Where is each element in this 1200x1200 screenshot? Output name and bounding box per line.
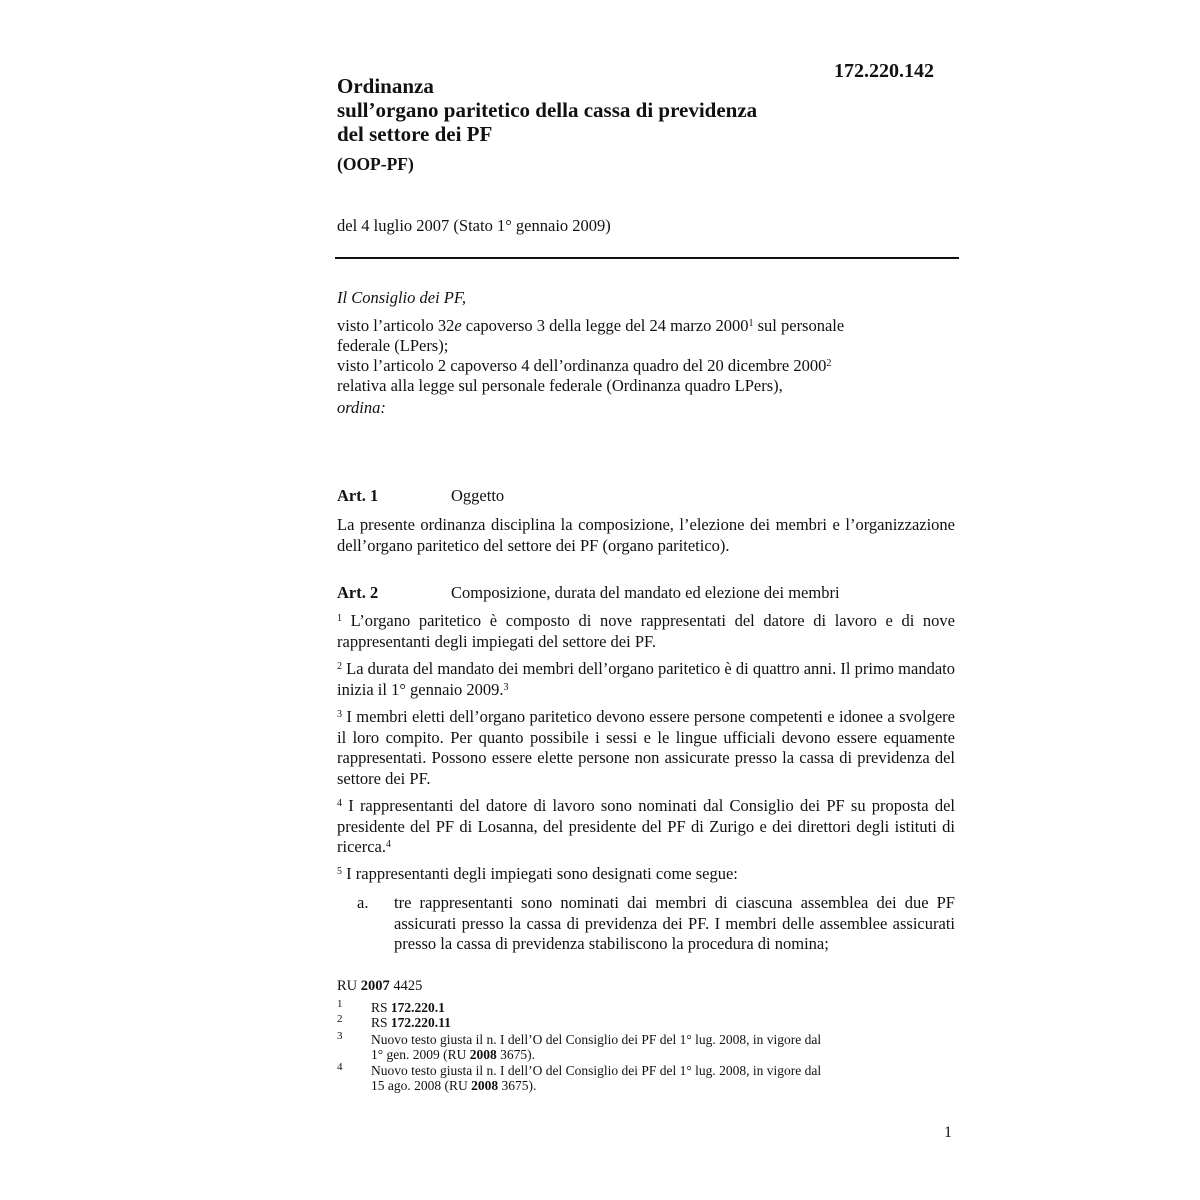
preamble — [337, 288, 957, 418]
article-2-number: Art. 2 — [337, 583, 379, 602]
paragraph-number: 5 — [337, 866, 342, 877]
footnote-text — [371, 1015, 937, 1030]
preamble-line-1 — [337, 316, 957, 336]
title-line-3: del settore dei PF — [337, 122, 493, 146]
footnote-ref-2[interactable]: 2 — [826, 358, 832, 369]
footnote-1 — [337, 1000, 937, 1015]
footnote-text — [371, 1063, 937, 1093]
footnote-3 — [337, 1032, 937, 1062]
title-line-1: Ordinanza — [337, 74, 434, 98]
article-2-paragraph-3 — [337, 707, 955, 789]
footnote-year: 2008 — [469, 1047, 497, 1062]
preamble-line-2: federale (LPers); — [337, 336, 449, 355]
header-divider — [335, 257, 959, 259]
footnote-line: Nuovo testo giusta il n. I dell’O del Consiglio dei PF del 1° lug. 2008, in vigore dal — [371, 1063, 822, 1078]
preamble-text: visto l’articolo 2 capoverso 4 dell’ordinanza quadro del 20 dicembre 2000 — [337, 356, 827, 375]
preamble-line-4: relativa alla legge sul personale federale (Ordinanza quadro LPers), — [337, 376, 783, 395]
preamble-line-3 — [337, 356, 957, 376]
footnote-ref-4[interactable]: 4 — [386, 839, 391, 850]
article-1-number: Art. 1 — [337, 486, 379, 505]
list-item-a — [357, 893, 955, 955]
paragraph-number: 2 — [337, 661, 342, 672]
footnote-line-text: 15 ago. 2008 (RU — [371, 1078, 472, 1093]
preamble-text: sul personale — [753, 316, 845, 335]
footnote-ref-link[interactable]: 172.220.1 — [390, 1000, 445, 1015]
footnote-text — [371, 1032, 937, 1062]
footnote-line-text: 1° gen. 2009 (RU — [371, 1047, 470, 1062]
paragraph-text: La durata del mandato dei membri dell’organo paritetico è di quattro anni. Il primo mandato inizia il 1° gennaio 2009. — [337, 659, 955, 699]
footnote-line — [371, 1078, 937, 1093]
page-number: 1 — [944, 1124, 952, 1141]
footnote-4 — [337, 1063, 937, 1093]
paragraph-text: I membri eletti dell’organo paritetico devono essere persone competenti e idonee a svolgere il loro compito. Per quanto possibile i sessi e le lingue ufficiali devono essere equamente rappresentati. Possono essere elette persone non assicurate presso la cassa di previdenza del settore dei PF. — [337, 707, 955, 788]
footnote-line-text: 3675). — [496, 1047, 536, 1062]
document-abbreviation: (OOP-PF) — [337, 154, 414, 174]
footnote-number: 2 — [337, 1013, 343, 1025]
footnote-number: 4 — [337, 1061, 343, 1073]
paragraph-number: 3 — [337, 709, 342, 720]
preamble-text-italic: e — [454, 316, 462, 335]
footnote-number: 3 — [337, 1030, 343, 1042]
footnote-text — [371, 1000, 937, 1015]
title-line-2: sull’organo paritetico della cassa di previdenza — [337, 98, 758, 122]
footnote-ref-link[interactable]: 172.220.11 — [390, 1015, 451, 1030]
article-1-title: Oggetto — [451, 486, 505, 505]
ru-year: 2007 — [360, 978, 390, 994]
list-item-label: a. — [357, 893, 369, 912]
footnote-line-text: 3675). — [498, 1078, 537, 1093]
preamble-text: visto l’articolo 32 — [337, 316, 455, 335]
document-date: del 4 luglio 2007 (Stato 1° gennaio 2009) — [337, 216, 611, 235]
article-2-heading — [337, 583, 840, 603]
paragraph-text: L’organo paritetico è composto di nove rappresentati del datore di lavoro e di nove rappresentanti degli impiegati del settore dei PF. — [337, 611, 955, 651]
footnote-prefix: RS — [371, 1000, 391, 1015]
paragraph-text: I rappresentanti degli impiegati sono designati come segue: — [342, 864, 738, 883]
document-title — [337, 74, 837, 146]
preamble-text: capoverso 3 della legge del 24 marzo 2000 — [461, 316, 749, 335]
article-1-heading — [337, 486, 504, 506]
article-2-title: Composizione, durata del mandato ed elezione dei membri — [451, 583, 840, 602]
sr-number: 172.220.142 — [834, 60, 934, 82]
footnote-line — [371, 1047, 937, 1062]
footnote-2 — [337, 1015, 937, 1030]
footnote-line: Nuovo testo giusta il n. I dell’O del Consiglio dei PF del 1° lug. 2008, in vigore dal — [371, 1032, 822, 1047]
article-2-paragraph-1 — [337, 611, 955, 652]
paragraph-number: 1 — [337, 613, 342, 624]
footnote-year: 2008 — [471, 1078, 499, 1093]
footnote-prefix: RS — [371, 1015, 391, 1030]
ru-reference — [337, 978, 422, 995]
paragraph-text: I rappresentanti del datore di lavoro sono nominati dal Consiglio dei PF su proposta del presidente del PF di Losanna, del presidente del PF di Zurigo e dei direttori degli istituti di ricerca. — [337, 796, 955, 856]
ru-prefix: RU — [337, 978, 361, 994]
footnote-ref-3[interactable]: 3 — [503, 681, 509, 693]
article-2-paragraph-5 — [337, 864, 955, 885]
footnote-ref-1[interactable]: 1 — [748, 318, 754, 329]
article-2-paragraph-2 — [337, 659, 955, 700]
article-2-paragraph-4 — [337, 796, 955, 858]
preamble-authority: Il Consiglio dei PF, — [337, 288, 466, 307]
ru-page: 4425 — [389, 978, 423, 994]
list-item-text: tre rappresentanti sono nominati dai membri di ciascuna assemblea dei due PF assicurati presso la cassa di previdenza dei PF. I membri delle assemblee assicurati presso la cassa di previdenza stabiliscono la procedura di nomina; — [394, 893, 955, 953]
paragraph-number: 4 — [337, 798, 342, 809]
article-1-text: La presente ordinanza disciplina la composizione, l’elezione dei membri e l’organizzazione dell’organo paritetico del settore dei PF (organo paritetico). — [337, 515, 955, 555]
preamble-ordina: ordina: — [337, 398, 386, 417]
footnote-number: 1 — [337, 998, 343, 1010]
